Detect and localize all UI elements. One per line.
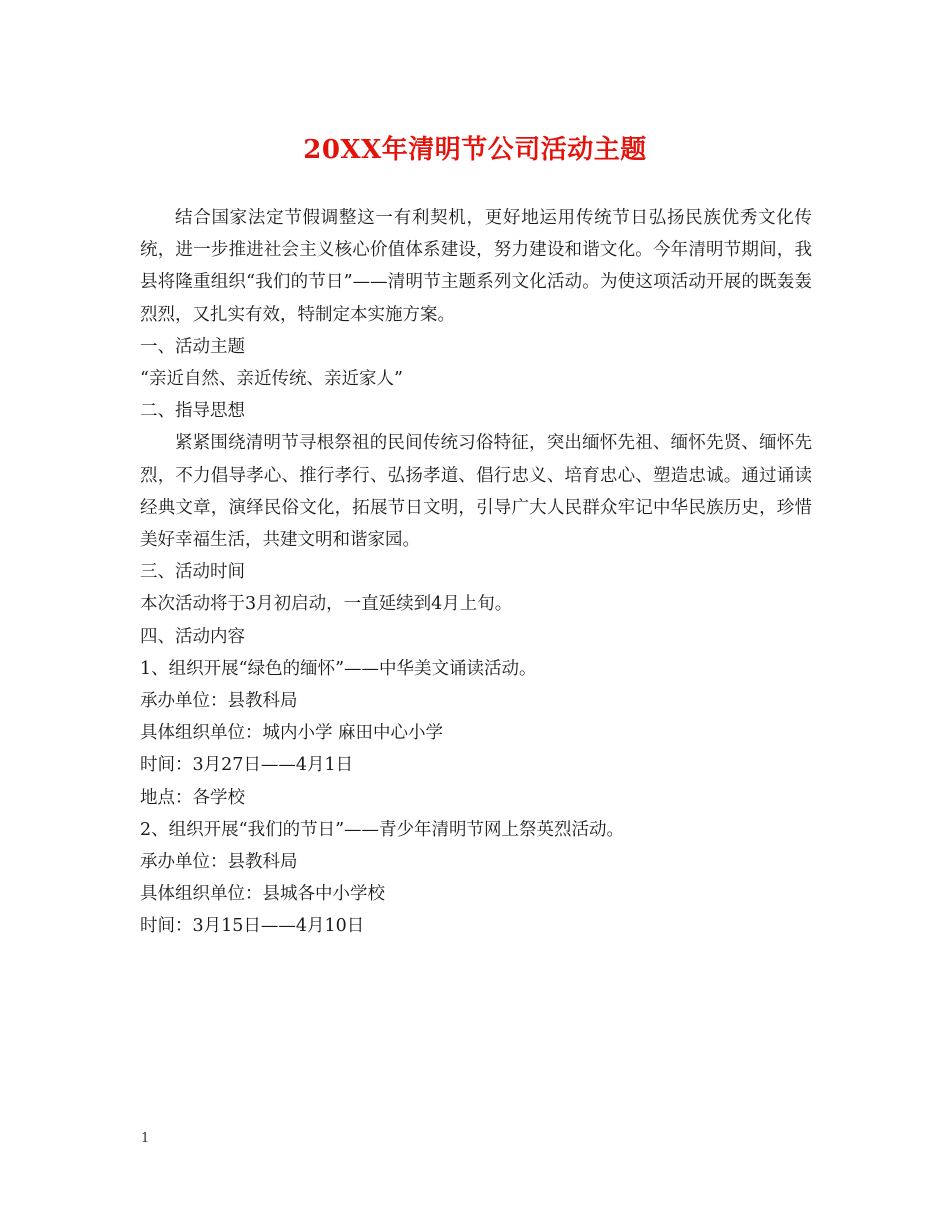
document-title: 20XX年清明节公司活动主题 xyxy=(303,135,647,165)
activity-1-organizer: 具体组织单位：城内小学 麻田中心小学 xyxy=(140,723,444,744)
section-heading-guiding-idea: 二、指导思想 xyxy=(140,401,245,422)
section-heading-theme: 一、活动主题 xyxy=(140,336,245,357)
section-heading-content: 四、活动内容 xyxy=(140,626,245,647)
activity-2-time: 时间：3月15日——4月10日 xyxy=(140,916,365,937)
intro-paragraph: 结合国家法定节假调整这一有利契机，更好地运用传统节日弘扬民族优秀文化传统，进一步推进社会主义核心价值体系建设，努力建设和谐文化。今年清明节期间，我县将隆重组织“我们的节日”——清明节主题系列文化活动。为使这项活动开展的既轰轰烈烈，又扎实有效，特制定本实施方案。 xyxy=(140,208,812,325)
activity-2-title: 2、组织开展“我们的节日”——青少年清明节网上祭英烈活动。 xyxy=(140,819,625,840)
theme-content: “亲近自然、亲近传统、亲近家人” xyxy=(140,369,403,390)
activity-2-host: 承办单位：县教科局 xyxy=(140,852,298,873)
document-body xyxy=(140,202,812,943)
activity-1-title: 1、组织开展“绿色的缅怀”——中华美文诵读活动。 xyxy=(140,658,537,679)
time-content: 本次活动将于3月初启动，一直延续到4月上旬。 xyxy=(140,594,513,615)
activity-2-organizer: 具体组织单位：县城各中小学校 xyxy=(140,884,385,905)
activity-1-place: 地点：各学校 xyxy=(140,787,245,808)
guiding-idea-paragraph: 紧紧围绕清明节寻根祭祖的民间传统习俗特征，突出缅怀先祖、缅怀先贤、缅怀先烈，不力倡导孝心、推行孝行、弘扬孝道、倡行忠义、培育忠心、塑造忠诚。通过诵读经典文章，演绎民俗文化，拓展节日文明，引导广大人民群众牢记中华民族历史，珍惜美好幸福生活，共建文明和谐家园。 xyxy=(140,433,812,551)
activity-1-time: 时间：3月27日——4月1日 xyxy=(140,755,354,776)
section-heading-time: 三、活动时间 xyxy=(140,562,245,583)
activity-1-host: 承办单位：县教科局 xyxy=(140,691,298,712)
page-number: 1 xyxy=(141,1131,150,1146)
